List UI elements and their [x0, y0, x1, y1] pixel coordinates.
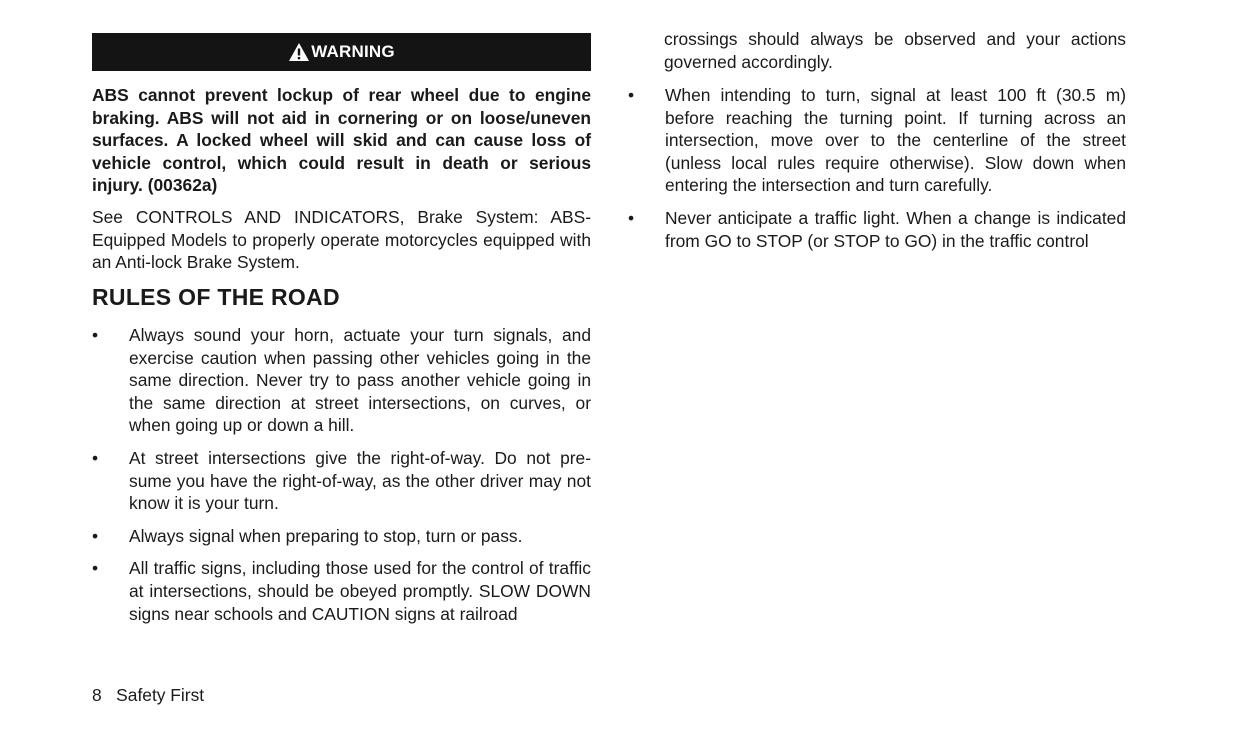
- warning-banner: [92, 33, 591, 71]
- page-number: 8: [92, 685, 102, 705]
- list-item: [92, 557, 591, 625]
- warning-label: WARNING: [311, 42, 395, 61]
- left-bullet-list: [92, 324, 591, 635]
- list-item-text: All traffic signs, including those used for the control of traffic at intersections, should be obeyed promptly. SLOW DOWN signs near schools and CAUTION signs at railroad: [129, 558, 591, 624]
- bullet-icon: •: [92, 525, 99, 546]
- warning-text: ABS cannot prevent lockup of rear wheel due to engine braking. ABS will not aid in cornering or on loose/uneven surfaces. A locked wheel will skid and can cause loss of vehicle control, which could result in death or serious injury. (00362a): [92, 85, 591, 196]
- bullet-icon: •: [92, 558, 99, 579]
- right-bullet-list: [628, 84, 1126, 262]
- bullet-icon: •: [92, 447, 99, 468]
- bullet-icon: •: [92, 325, 99, 345]
- list-item-text: At street intersections give the right-of-way. Do not pre-sume you have the right-of-way, as the other driver may not know it is your turn.: [129, 447, 591, 514]
- list-item: [628, 84, 1126, 197]
- section-heading: RULES OF THE ROAD: [92, 284, 340, 310]
- list-item: [628, 207, 1126, 252]
- list-item: [92, 525, 591, 548]
- list-item-text: Never anticipate a traffic light. When a change is indicated from GO to STOP (or STOP to GO) in the traffic control: [665, 207, 1126, 251]
- see-controls-paragraph: See CONTROLS AND INDICATORS, Brake System: ABS-Equipped Models to properly operate motorcycles equipped with an Anti-lock Brake System.: [92, 207, 591, 273]
- page-footer: [92, 684, 204, 706]
- list-item-text: Always signal when preparing to stop, turn or pass.: [129, 525, 523, 546]
- section-name: Safety First: [116, 685, 205, 705]
- list-item-text: When intending to turn, signal at least 100 ft (30.5 m) before reaching the turning point. If turning across an intersection, move over to the centerline of the street (unless local rules require otherwise). Slow down when entering the intersection and turn carefully.: [665, 85, 1126, 196]
- list-item: [92, 324, 591, 437]
- list-item: [92, 447, 591, 515]
- list-item-text: Always sound your horn, actuate your turn signals, and exercise caution when passing other vehicles going in the same direction. Never try to pass another vehicle going in the same direction at street intersections, on curves, or when going up or down a hill.: [129, 325, 591, 436]
- bullet-icon: •: [628, 85, 635, 105]
- continued-paragraph: crossings should always be observed and your actions governed accordingly.: [664, 29, 1126, 72]
- bullet-icon: •: [628, 207, 635, 228]
- warning-triangle-icon: [288, 42, 310, 62]
